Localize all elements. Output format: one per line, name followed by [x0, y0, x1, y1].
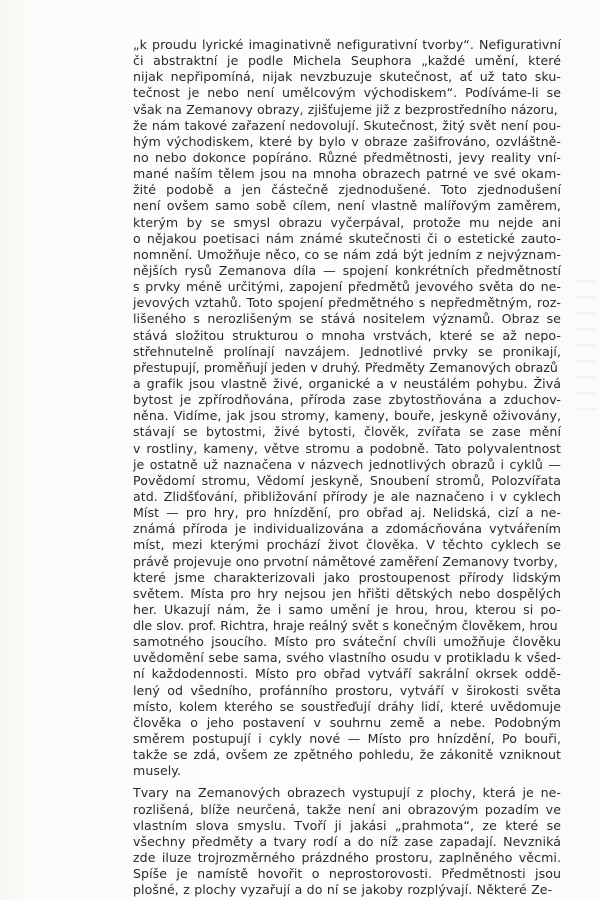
text-line: je ostatně už naznačena v názvech jednotlivých obrazů i cyklů —	[133, 456, 561, 472]
paragraph	[133, 785, 561, 898]
text-line: vlastním slova smyslu. Tvoří ji jakási „prahmota“, ze které se	[133, 817, 561, 833]
text-line: člověka o jeho postavení v souhrnu země a nebe. Podobným	[133, 714, 561, 730]
text-line: žité podobě a jen částečně zjednodušené. Toto zjednodušení	[133, 182, 561, 198]
text-line: atd. Zlidšťování, přibližování přírody je ale naznačeno i v cyklech	[133, 488, 561, 504]
text-line: místo, kolem kterého se soustřeďují dráhy lidí, které uvědomuje	[133, 698, 561, 714]
text-line: takže se zdá, ovšem ze zpětného pohledu, že zákonitě vzniknout	[133, 747, 561, 763]
text-line: není ovšem samo sobě cílem, není vlastně malířovým zaměrem,	[133, 198, 561, 214]
text-line: no nebo dokonce popíráno. Různé předmětnosti, jevy reality vní-	[133, 149, 561, 165]
text-line: nějších rysů Zemanova díla — spojení konkrétních předmětností	[133, 262, 561, 278]
text-line: které jsme charakterizovali jako prostoupenost přírody lidským	[133, 569, 561, 585]
body-text	[133, 37, 561, 898]
text-line: směrem postupují i cykly nové — Místo pro hnízdění, Po bouři,	[133, 731, 561, 747]
text-line: uvědomění sebe sama, svého vlastního osudu v protikladu k všed-	[133, 650, 561, 666]
text-line: jevových vztahů. Toto spojení předmětného s nepředmětným, roz-	[133, 295, 561, 311]
text-line: o nějakou poetisaci nám známé skutečnosti či o estetické zauto-	[133, 230, 561, 246]
text-line: lišeného s nerozlišeným se stává nositelem významů. Obraz se	[133, 311, 561, 327]
text-line: střehnutelně prolínají navzájem. Jednotlivé prvky se pronikají,	[133, 343, 561, 359]
text-line: tečnost je nebo není umělcovým východiskem“. Podíváme-li se	[133, 85, 561, 101]
text-line: Spíše je namístě hovořit o neprostorovosti. Předmětnosti jsou	[133, 866, 561, 882]
text-line: Míst — pro hry, pro hnízdění, pro obřad aj. Nelidská, cizí a ne-	[133, 505, 561, 521]
text-line: plošné, z plochy vyzařují a do ní se jakoby rozplývají. Některé Ze-	[133, 882, 553, 898]
text-line: ní každodennosti. Místo pro obřad vytváří sakrální okrsek oddě-	[133, 666, 561, 682]
text-line: známá příroda je individualizována a zdomácňována vytvářením	[133, 521, 561, 537]
text-line: samotného jsoucího. Místo pro sváteční chvíli umožňuje člověku	[133, 634, 561, 650]
text-line: kterým by se smysl obrazu vyčerpával, protože mu nejde ani	[133, 214, 561, 230]
text-line: s prvky méně určitými, zapojení předmětů jevového světa do ne-	[133, 279, 561, 295]
paragraph	[133, 37, 561, 779]
text-line: bytost je zpřírodňována, příroda zase zbytostňována a zduchov-	[133, 392, 561, 408]
text-line: přestupují, proměňují jeden v druhý. Předměty Zemanových obrazů	[133, 359, 558, 375]
text-line: něna. Vidíme, jak jsou stromy, kameny, bouře, jeskyně oživovány,	[133, 408, 561, 424]
text-line: dle slov. prof. Richtra, hraje reálný svět s konečným člověkem, hrou	[133, 618, 558, 634]
text-line: rozlišená, blíže neurčená, takže není ani obrazovým pozadím ve	[133, 801, 561, 817]
text-line: a grafik jsou vlastně živé, organické a v neustálém pohybu. Živá	[133, 375, 561, 391]
text-line: v rostliny, kameny, větve stromu a podobně. Tato polyvalentnost	[133, 440, 561, 456]
text-line: Povědomí stromu, Vědomí jeskyně, Snoubení stromů, Polozvířata	[133, 472, 561, 488]
show-through-marks	[575, 280, 597, 410]
text-line: her. Ukazují nám, že i samo umění je hrou, hrou, kterou si po-	[133, 601, 561, 617]
text-line: nijak nepřipomíná, nijak nevzbuzuje skutečnost, ať už tato sku-	[133, 69, 561, 85]
text-line: však na Zemanovy obrazy, zjišťujeme již z bezprostředního názoru,	[133, 101, 558, 117]
text-line: právě projevuje ono prvotní námětové zaměření Zemanovy tvorby,	[133, 553, 558, 569]
text-line: lený od všedního, profánního prostoru, vytváří v širokosti světa	[133, 682, 561, 698]
text-line: musely.	[133, 763, 182, 779]
text-line: stává složitou strukturou o mnoha vrstvách, které se až nepo-	[133, 327, 561, 343]
text-line: světem. Místa pro hry nejsou jen hřišti dětských nebo dospělých	[133, 585, 561, 601]
text-line: či abstraktní je podle Michela Seuphora „každé umění, které	[133, 53, 561, 69]
text-line: Tvary na Zemanových obrazech vystupují z plochy, která je ne-	[133, 785, 561, 801]
text-line: nomnění. Umožňuje něco, co se nám zdá být jedním z nejvýznam-	[133, 246, 561, 262]
text-line: hým východiskem, které by bylo v obraze zašifrováno, ozvláštně-	[133, 133, 561, 149]
text-line: zde iluze trojrozměrného prázdného prostoru, zaplněného věcmi.	[133, 850, 561, 866]
text-line: míst, mezi kterými prochází život člověka. V těchto cyklech se	[133, 537, 561, 553]
text-line: mané naším tělem jsou na mnoha obrazech patrné ve své okam-	[133, 166, 561, 182]
text-line: že nám takové zařazení nedovolují. Skutečnost, žitý svět není pou-	[133, 117, 561, 133]
text-line: „k proudu lyrické imaginativně nefigurativní tvorby“. Nefigurativní	[133, 37, 561, 52]
text-line: stávají se bytostmi, živé bytosti, člověk, zvířata se zase mění	[133, 424, 561, 440]
text-line: všechny předměty a tvary rodí a do níž zase zapadají. Nevzniká	[133, 833, 561, 849]
